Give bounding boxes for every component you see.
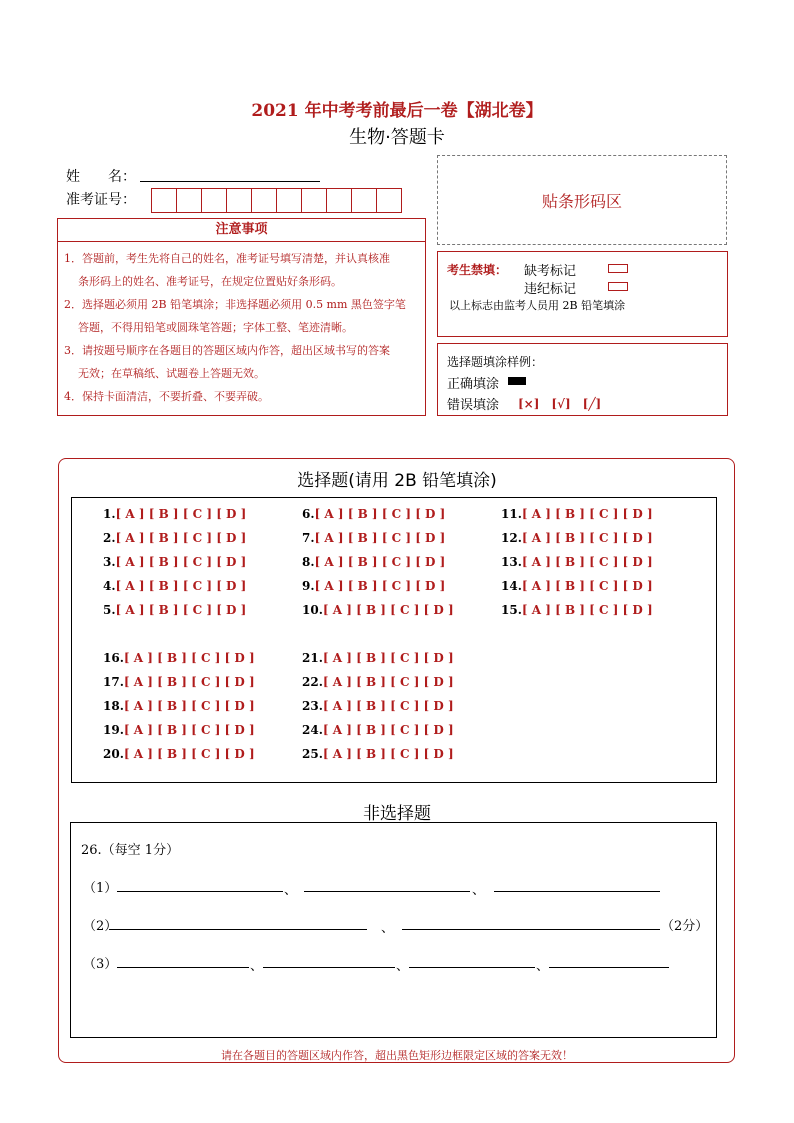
forbid-note: 以上标志由监考人员用 2B 铅笔填涂 (449, 299, 626, 312)
answer-blank[interactable] (117, 952, 249, 968)
answer-blank[interactable] (549, 952, 669, 968)
mc-question[interactable]: 8.[ A ] [ B ] [ C ] [ D ] (302, 555, 446, 569)
mc-question[interactable]: 18.[ A ] [ B ] [ C ] [ D ] (103, 699, 255, 713)
note-line: 4．保持卡面清洁，不要折叠、不要弄破。 (64, 390, 269, 403)
mc-question[interactable]: 15.[ A ] [ B ] [ C ] [ D ] (501, 603, 653, 617)
notes-box (57, 241, 426, 416)
id-digit-box[interactable] (226, 188, 252, 213)
mc-question[interactable]: 21.[ A ] [ B ] [ C ] [ D ] (302, 651, 454, 665)
mc-question[interactable]: 11.[ A ] [ B ] [ C ] [ D ] (501, 507, 653, 521)
q26-part-label: （1） (83, 881, 118, 896)
mc-question[interactable]: 3.[ A ] [ B ] [ C ] [ D ] (103, 555, 247, 569)
separator: 、 (284, 883, 298, 898)
mc-question[interactable]: 23.[ A ] [ B ] [ C ] [ D ] (302, 699, 454, 713)
footer-warning: 请在各题目的答题区域内作答，超出黑色矩形边框限定区域的答案无效！ (221, 1049, 573, 1062)
q26-part-label: （3） (83, 957, 118, 972)
id-digit-box[interactable] (201, 188, 227, 213)
mc-column (103, 507, 246, 627)
mc-column (501, 507, 653, 627)
correct-fill-label: 正确填涂 (447, 377, 500, 392)
separator: 、 (250, 959, 264, 974)
mc-question[interactable]: 5.[ A ] [ B ] [ C ] [ D ] (103, 603, 247, 617)
violation-label: 违纪标记 (524, 282, 577, 297)
id-digit-box[interactable] (351, 188, 377, 213)
fill-sample-box (437, 343, 728, 416)
name-field[interactable] (140, 181, 320, 182)
mc-question[interactable]: 9.[ A ] [ B ] [ C ] [ D ] (302, 579, 446, 593)
mc-question[interactable]: 17.[ A ] [ B ] [ C ] [ D ] (103, 675, 255, 689)
id-digit-box[interactable] (251, 188, 277, 213)
sample-heading: 选择题填涂样例： (447, 355, 544, 369)
mc-title: 选择题(请用 2B 铅笔填涂) (297, 471, 497, 491)
mc-column (302, 507, 454, 627)
violation-mark-box[interactable] (608, 282, 628, 291)
note-line: 条形码上的姓名、准考证号，在规定位置贴好条形码。 (78, 275, 342, 288)
absent-mark-box[interactable] (608, 264, 628, 273)
mc-question[interactable]: 24.[ A ] [ B ] [ C ] [ D ] (302, 723, 454, 737)
mc-question[interactable]: 10.[ A ] [ B ] [ C ] [ D ] (302, 603, 454, 617)
q26-part-label: （2） (83, 919, 118, 934)
id-digit-box[interactable] (326, 188, 352, 213)
separator: 、 (536, 959, 550, 974)
note-line: 无效；在草稿纸、试题卷上答题无效。 (78, 367, 265, 380)
id-digit-box[interactable] (301, 188, 327, 213)
id-digit-box[interactable] (151, 188, 177, 213)
mc-question[interactable]: 13.[ A ] [ B ] [ C ] [ D ] (501, 555, 653, 569)
name-label: 姓 名： (66, 169, 136, 185)
note-line: 1．答题前，考生先将自己的姓名，准考证号填写清楚，并认真核准 (64, 252, 390, 265)
forbid-label: 考生禁填： (447, 263, 508, 277)
wrong-marks: [×] [√] [╱] (518, 397, 602, 411)
notes-heading: 注意事项 (57, 218, 426, 242)
mc-question[interactable]: 16.[ A ] [ B ] [ C ] [ D ] (103, 651, 255, 665)
answer-blank[interactable] (109, 914, 367, 930)
mc-question[interactable]: 1.[ A ] [ B ] [ C ] [ D ] (103, 507, 247, 521)
proctor-only-box (437, 251, 728, 337)
barcode-label: 贴条形码区 (541, 191, 622, 211)
fr-title: 非选择题 (363, 804, 431, 824)
answer-blank[interactable] (304, 876, 470, 892)
mc-question[interactable]: 25.[ A ] [ B ] [ C ] [ D ] (302, 747, 454, 761)
answer-blank[interactable] (494, 876, 660, 892)
mc-answer-box (71, 497, 717, 783)
mc-question[interactable]: 20.[ A ] [ B ] [ C ] [ D ] (103, 747, 255, 761)
fr-answer-box (70, 822, 717, 1038)
note-line: 2．选择题必须用 2B 铅笔填涂；非选择题必须用 0.5 mm 黑色签字笔 (64, 298, 406, 311)
separator: 、 (472, 883, 486, 898)
id-digit-box[interactable] (276, 188, 302, 213)
id-label: 准考证号： (66, 192, 136, 208)
note-line: 答题，不得用铅笔或圆珠笔答题；字体工整、笔迹清晰。 (78, 321, 353, 334)
mc-question[interactable]: 19.[ A ] [ B ] [ C ] [ D ] (103, 723, 255, 737)
id-digit-box[interactable] (176, 188, 202, 213)
answer-blank[interactable] (117, 876, 283, 892)
answer-blank[interactable] (263, 952, 395, 968)
absent-label: 缺考标记 (524, 264, 577, 279)
mc-question[interactable]: 6.[ A ] [ B ] [ C ] [ D ] (302, 507, 446, 521)
mc-question[interactable]: 14.[ A ] [ B ] [ C ] [ D ] (501, 579, 653, 593)
id-number-boxes[interactable] (151, 188, 401, 213)
card-subtitle: 生物·答题卡 (349, 127, 445, 148)
mc-question[interactable]: 4.[ A ] [ B ] [ C ] [ D ] (103, 579, 247, 593)
answer-blank[interactable] (409, 952, 535, 968)
q26-heading: 26.（每空 1分） (81, 843, 180, 858)
mc-question[interactable]: 7.[ A ] [ B ] [ C ] [ D ] (302, 531, 446, 545)
filled-mark-icon (508, 377, 526, 385)
mc-question[interactable]: 2.[ A ] [ B ] [ C ] [ D ] (103, 531, 247, 545)
mc-column (302, 651, 454, 771)
id-digit-box[interactable] (376, 188, 402, 213)
note-line: 3．请按题号顺序在各题目的答题区域内作答，超出区域书写的答案 (64, 344, 390, 357)
mc-question[interactable]: 12.[ A ] [ B ] [ C ] [ D ] (501, 531, 653, 545)
wrong-fill-label: 错误填涂 (447, 398, 500, 413)
separator: 、 (381, 921, 395, 936)
exam-title: 2021 年中考考前最后一卷【湖北卷】 (251, 101, 543, 121)
mc-column (103, 651, 255, 771)
points-label: （2分） (661, 919, 709, 934)
answer-blank[interactable] (402, 914, 660, 930)
barcode-area (437, 155, 727, 245)
mc-question[interactable]: 22.[ A ] [ B ] [ C ] [ D ] (302, 675, 454, 689)
separator: 、 (396, 959, 410, 974)
